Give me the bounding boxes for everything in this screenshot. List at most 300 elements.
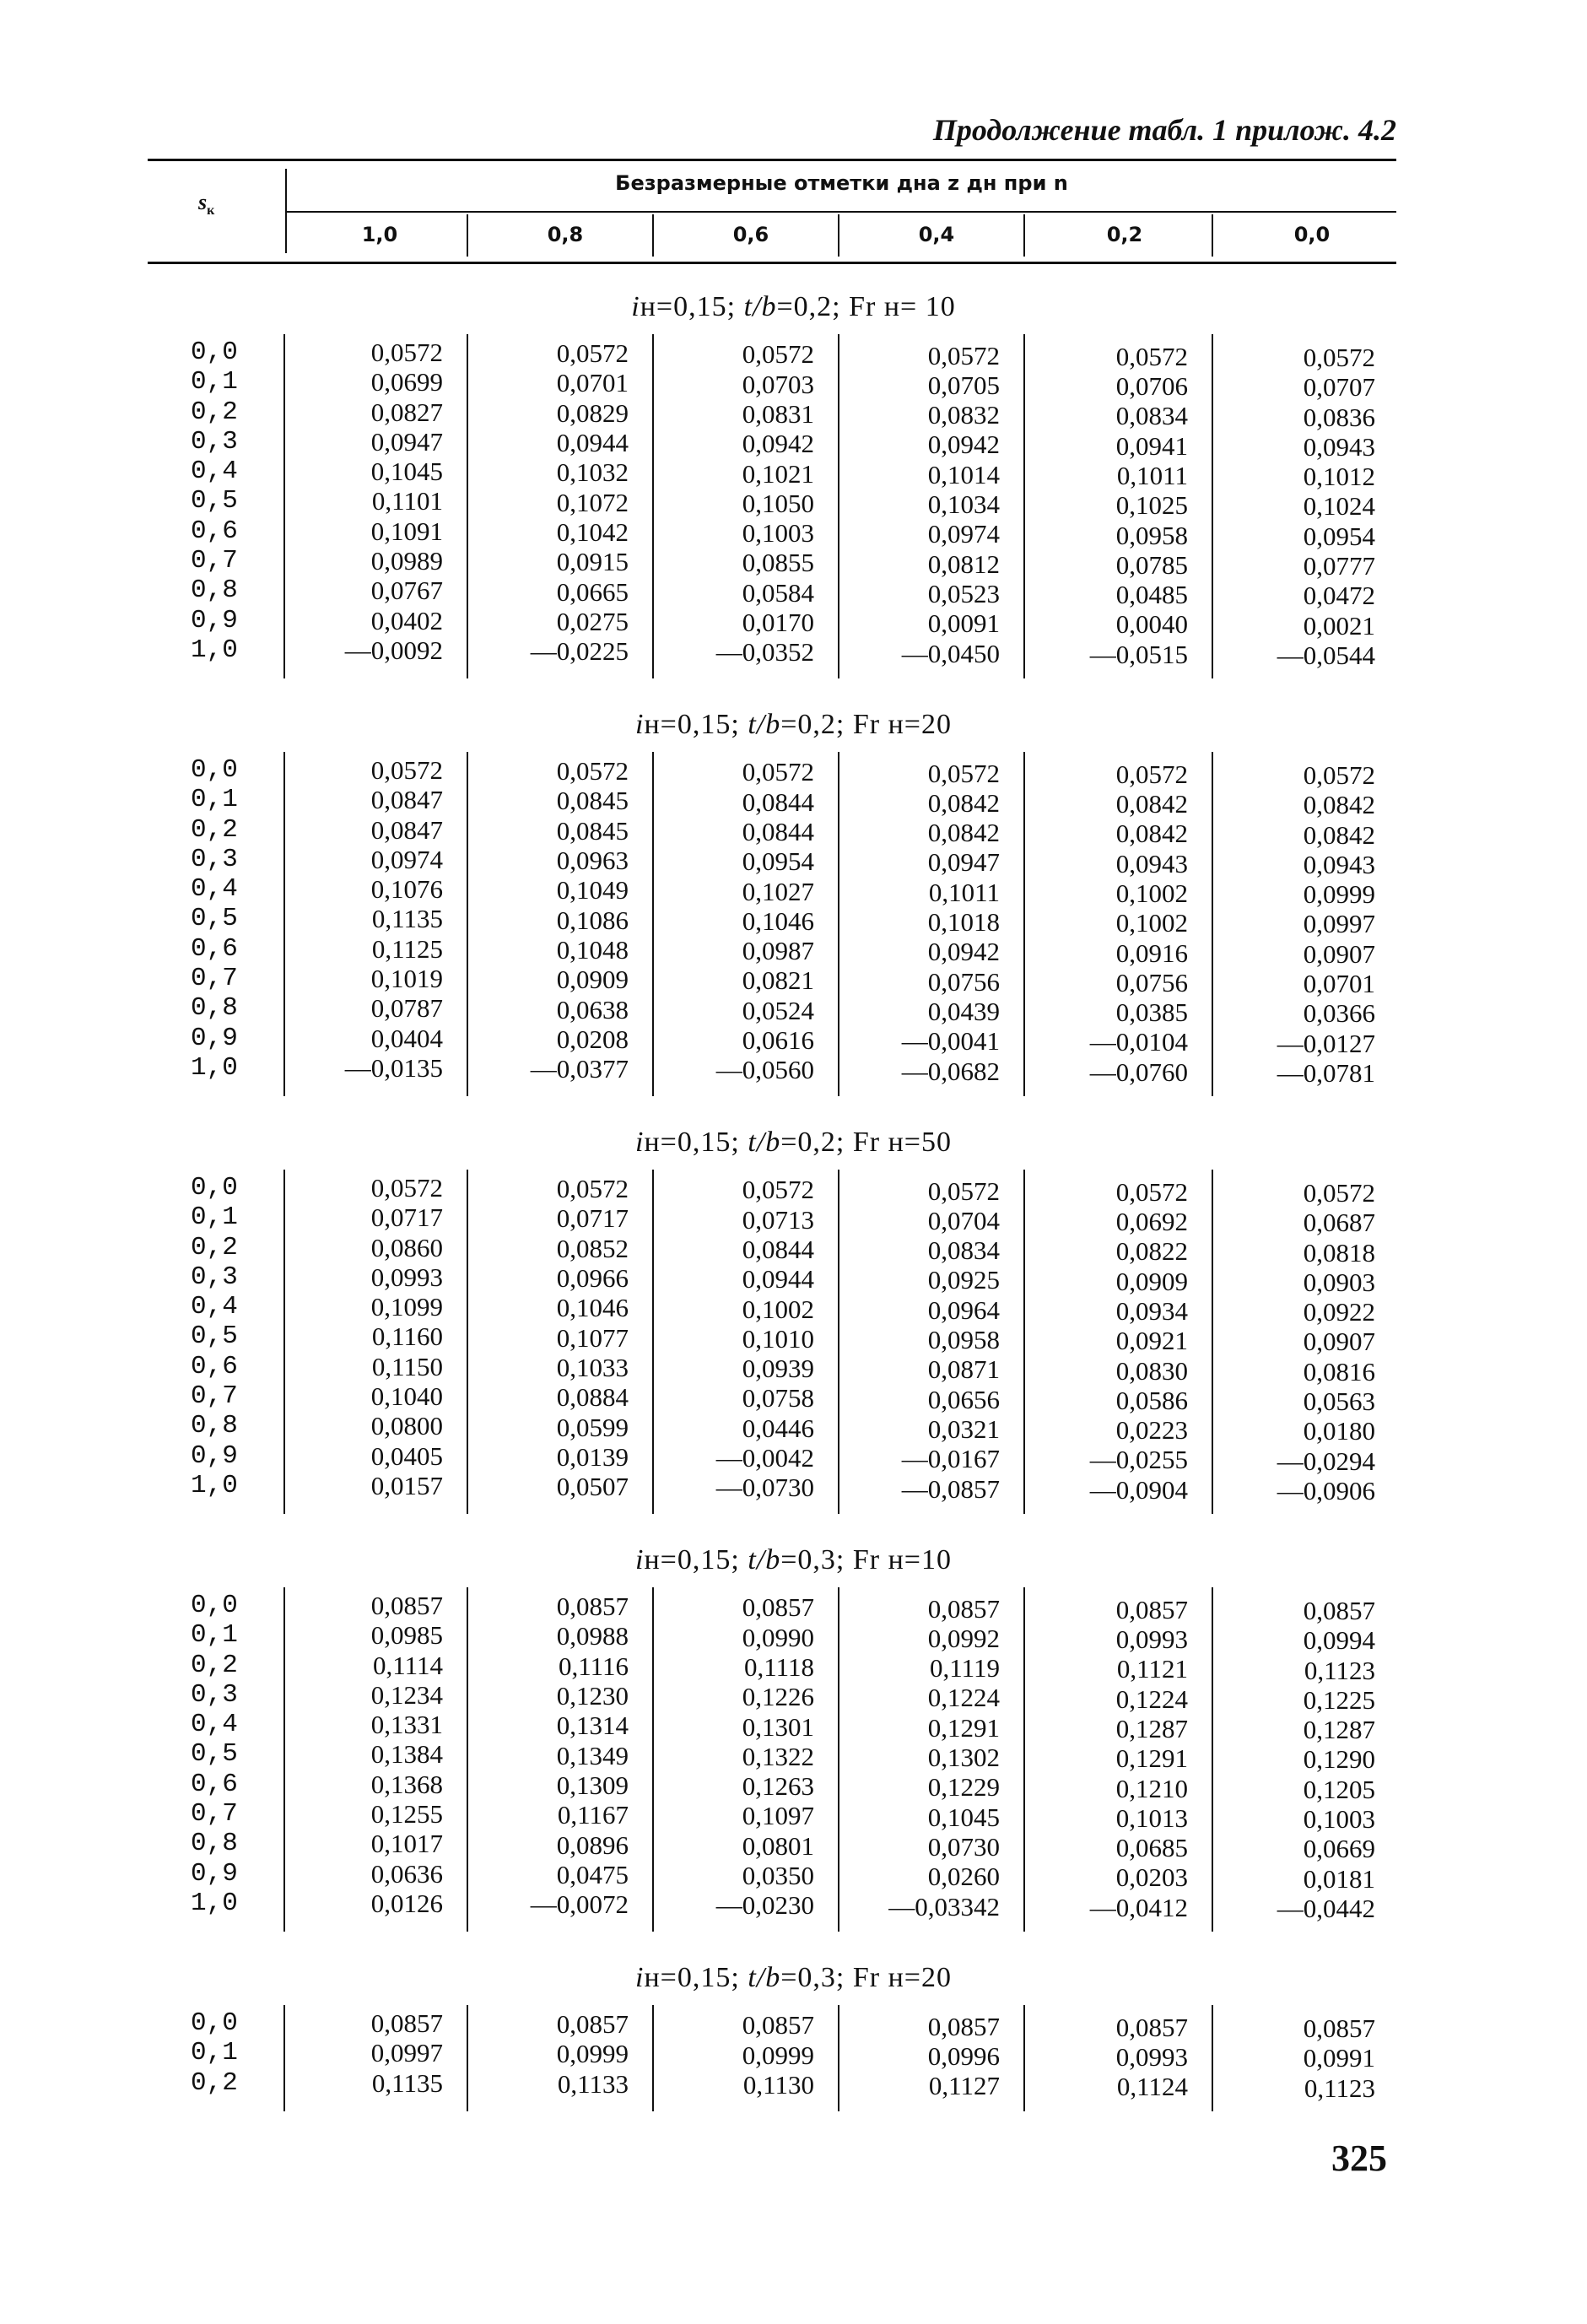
table-cell: 0,0703 <box>742 369 814 399</box>
value-column <box>1053 1595 1188 1922</box>
table-cell: 0,0572 <box>1303 1178 1375 1208</box>
table-cell: 0,1003 <box>742 518 814 549</box>
table-cell: 0,0943 <box>1115 848 1188 878</box>
table-cell: 0,0572 <box>1303 760 1375 790</box>
table-cell: 0,0997 <box>370 2038 443 2068</box>
table-cell: —0,0255 <box>1089 1445 1188 1475</box>
table-cell: 0,0942 <box>742 429 814 459</box>
table-cell: 0,0842 <box>1115 789 1188 819</box>
sk-value: 0,0 <box>191 755 238 785</box>
table-cell: 0,0704 <box>927 1205 1000 1235</box>
header-col-divider <box>467 214 468 257</box>
value-column <box>865 341 1000 668</box>
table-cell: —0,0560 <box>715 1055 814 1085</box>
table-cell: 0,0909 <box>556 965 629 995</box>
sk-value: 0,2 <box>191 397 238 427</box>
table-cell: 0,0915 <box>556 547 629 577</box>
table-cell: —0,0225 <box>530 636 629 667</box>
table-cell: 0,1046 <box>742 905 814 936</box>
sk-value: 0,3 <box>191 1262 238 1292</box>
column-divider <box>1023 1587 1025 1932</box>
table-cell: 0,0988 <box>556 1621 629 1651</box>
table-cell: 0,0993 <box>1115 1624 1188 1655</box>
sk-value: 0,0 <box>191 338 238 367</box>
table-cell: 0,0181 <box>1303 1863 1375 1894</box>
table-cell: 0,0921 <box>1115 1326 1188 1356</box>
table-cell: 0,0943 <box>1303 431 1375 462</box>
table-cell: 0,1045 <box>370 457 443 487</box>
table-cell: 0,1010 <box>742 1323 814 1354</box>
table-cell: 0,1150 <box>371 1351 443 1381</box>
table-cell: 0,1011 <box>1116 460 1188 490</box>
sk-value: 0,9 <box>191 1023 238 1053</box>
table-cell: —0,0760 <box>1089 1057 1188 1087</box>
value-column <box>494 338 629 666</box>
table-cell: 0,1133 <box>557 2068 629 2099</box>
table-cell: 0,0439 <box>927 996 1000 1026</box>
section-title-part: i <box>635 1962 645 1993</box>
table-cell: 0,0699 <box>370 367 443 397</box>
table-cell: 0,0991 <box>1303 2043 1375 2073</box>
table-cell: 0,0999 <box>556 2039 629 2069</box>
table-cell: 0,0091 <box>927 608 1000 639</box>
table-cell: 0,0126 <box>370 1888 443 1918</box>
table-header-title: Безразмерные отметки дна z дн при n <box>615 171 1068 195</box>
value-column <box>494 1174 629 1501</box>
table-cell: 0,1224 <box>1115 1684 1188 1714</box>
sk-value: 0,5 <box>191 904 238 934</box>
column-divider <box>1212 334 1213 678</box>
table-cell: 0,0572 <box>927 340 1000 370</box>
sk-values-column <box>191 1591 250 1918</box>
table-cell: 0,1160 <box>371 1321 443 1352</box>
table-cell: 0,0446 <box>742 1413 814 1443</box>
column-divider <box>838 1587 839 1932</box>
sk-values-column <box>191 2008 250 2098</box>
table-cell: 0,0656 <box>927 1384 1000 1414</box>
table-cell: 0,1331 <box>370 1710 443 1740</box>
section-title-part: i <box>635 1127 645 1158</box>
table-cell: 0,0669 <box>1303 1834 1375 1864</box>
value-column <box>1240 343 1375 670</box>
table-cell: 0,0896 <box>556 1829 629 1860</box>
table-cell: 0,1291 <box>1115 1743 1188 1774</box>
column-divider <box>467 334 468 678</box>
table-cell: 0,0845 <box>556 786 629 816</box>
header-col-label: 0,2 <box>1106 223 1143 246</box>
value-column <box>679 1175 814 1502</box>
sk-value: 0,1 <box>191 1203 238 1233</box>
column-divider <box>283 752 285 1096</box>
value-column <box>679 1592 814 1920</box>
column-divider <box>652 1587 654 1932</box>
sk-value: 0,7 <box>191 1799 238 1829</box>
table-cell: 0,0767 <box>370 576 443 606</box>
table-header-bottom-rule <box>148 262 1396 264</box>
table-cell: 0,0223 <box>1115 1415 1188 1446</box>
table-cell: 0,0871 <box>927 1354 1000 1385</box>
table-cell: 0,0847 <box>370 785 443 815</box>
table-cell: 0,0834 <box>927 1235 1000 1266</box>
table-cell: 0,0275 <box>556 606 629 636</box>
table-cell: 0,0985 <box>370 1620 443 1651</box>
table-cell: —0,0135 <box>344 1052 443 1083</box>
header-col-divider <box>1212 214 1213 257</box>
column-divider <box>1212 2005 1213 2111</box>
column-divider <box>283 334 285 678</box>
sk-value: 0,6 <box>191 1769 238 1799</box>
table-cell: 0,0844 <box>742 786 814 817</box>
column-divider <box>838 1170 839 1514</box>
table-cell: 0,0572 <box>1115 341 1188 371</box>
sk-value: 0,9 <box>191 1440 238 1471</box>
sk-value: 0,8 <box>191 576 238 606</box>
column-divider <box>1023 334 1025 678</box>
table-cell: 0,1021 <box>742 458 814 489</box>
table-cell: —0,0544 <box>1277 640 1375 670</box>
table-cell: —0,0352 <box>715 637 814 667</box>
table-cell: 0,0842 <box>1115 819 1188 849</box>
header-col-label: 1,0 <box>361 223 398 246</box>
table-cell: 0,1255 <box>370 1799 443 1829</box>
column-divider <box>283 1587 285 1932</box>
table-cell: 0,0507 <box>556 1472 629 1502</box>
table-cell: 0,1287 <box>1115 1713 1188 1743</box>
table-cell: 0,0974 <box>927 519 1000 549</box>
table-cell: 0,1050 <box>742 488 814 518</box>
table-header-mid-rule <box>287 211 1396 213</box>
section-title-part: i <box>635 709 645 740</box>
table-cell: 0,0996 <box>927 2040 1000 2071</box>
table-cell: 0,0208 <box>556 1024 629 1054</box>
section-title <box>0 709 1587 741</box>
table-cell: 0,0523 <box>927 578 1000 608</box>
table-cell: 0,1309 <box>556 1770 629 1800</box>
table-cell: —0,0904 <box>1089 1474 1188 1505</box>
table-cell: 0,1125 <box>371 933 443 964</box>
table-cell: 0,0992 <box>927 1623 1000 1653</box>
table-cell: 0,0994 <box>1303 1625 1375 1656</box>
table-cell: 0,0572 <box>1115 1176 1188 1207</box>
table-cell: 0,0842 <box>1303 790 1375 820</box>
table-cell: 0,0974 <box>370 844 443 874</box>
value-column <box>679 757 814 1084</box>
table-cell: 0,0385 <box>1115 997 1188 1028</box>
value-column <box>494 2009 629 2099</box>
value-column <box>308 755 443 1083</box>
table-cell: 0,0692 <box>1115 1207 1188 1237</box>
table-cell: —0,0072 <box>530 1889 629 1920</box>
sk-value: 0,7 <box>191 1381 238 1412</box>
table-cell: 0,1086 <box>556 905 629 935</box>
table-cell: 0,0857 <box>742 2010 814 2040</box>
sk-values-column <box>191 755 250 1083</box>
table-cell: 0,0040 <box>1115 609 1188 640</box>
sk-value: 0,6 <box>191 516 238 546</box>
sk-value: 0,6 <box>191 1351 238 1381</box>
sk-value: 0,1 <box>191 367 238 397</box>
page-number: 325 <box>1331 2138 1387 2179</box>
section-title-part: t/b <box>748 709 781 740</box>
table-cell: 0,1291 <box>927 1712 1000 1743</box>
table-cell: 0,0756 <box>927 966 1000 997</box>
table-cell: 0,0475 <box>556 1859 629 1889</box>
sk-value: 0,7 <box>191 546 238 576</box>
table-cell: 0,0021 <box>1303 610 1375 640</box>
table-cell: 0,1014 <box>927 459 1000 489</box>
table-cell: 0,0758 <box>742 1383 814 1413</box>
table-cell: 0,0821 <box>742 965 814 996</box>
section-title-part: н=0,15; <box>644 1127 748 1158</box>
column-divider <box>283 2005 285 2111</box>
section-title <box>0 1962 1587 1994</box>
sk-value: 0,5 <box>191 1321 238 1352</box>
table-cell: 0,0572 <box>556 756 629 786</box>
table-cell: 0,0993 <box>1115 2042 1188 2073</box>
table-cell: 0,1224 <box>927 1683 1000 1713</box>
sk-value: 0,2 <box>191 2067 238 2098</box>
table-cell: 0,0997 <box>1303 909 1375 939</box>
table-cell: 0,0812 <box>927 549 1000 579</box>
table-cell: 0,1234 <box>370 1679 443 1710</box>
table-cell: 0,1314 <box>556 1711 629 1741</box>
table-cell: 0,1002 <box>1115 878 1188 908</box>
table-cell: 0,1013 <box>1115 1802 1188 1833</box>
table-cell: 0,1130 <box>742 2069 814 2100</box>
table-cell: —0,0167 <box>901 1444 1000 1474</box>
header-col-label: 0,4 <box>918 223 955 246</box>
sk-value: 0,1 <box>191 2038 238 2068</box>
table-cell: —0,03342 <box>888 1891 1000 1921</box>
table-cell: 0,0405 <box>370 1440 443 1471</box>
table-cell: 0,0572 <box>1303 343 1375 372</box>
table-cell: 0,0845 <box>556 815 629 846</box>
value-column <box>679 339 814 667</box>
value-column <box>494 756 629 1084</box>
column-divider <box>652 334 654 678</box>
table-cell: 0,0572 <box>370 338 443 367</box>
table-cell: 0,0572 <box>927 1176 1000 1206</box>
sk-column-header <box>198 190 249 219</box>
table-cell: 0,1003 <box>1303 1804 1375 1835</box>
table-cell: 0,0572 <box>370 1173 443 1203</box>
table-cell: 0,0830 <box>1115 1355 1188 1386</box>
table-cell: 0,0832 <box>927 400 1000 430</box>
table-cell: 0,1114 <box>373 1650 443 1680</box>
table-cell: 0,1124 <box>1116 2072 1188 2102</box>
section-title-part: н=0,15; <box>644 709 748 740</box>
sk-value: 0,4 <box>191 457 238 487</box>
table-cell: 0,1046 <box>556 1293 629 1323</box>
table-cell: 0,0586 <box>1115 1385 1188 1415</box>
table-cell: 0,0947 <box>370 426 443 457</box>
sk-value: 0,0 <box>191 1591 238 1620</box>
table-cell: 0,1099 <box>370 1292 443 1322</box>
table-cell: 0,0572 <box>1115 759 1188 789</box>
table-cell: 0,0366 <box>1303 998 1375 1029</box>
table-cell: 0,0944 <box>556 428 629 458</box>
table-cell: 0,0954 <box>742 846 814 877</box>
sk-value: 0,9 <box>191 1858 238 1889</box>
table-cell: 0,0800 <box>370 1411 443 1441</box>
table-cell: 0,1042 <box>556 516 629 547</box>
column-divider <box>1023 752 1025 1096</box>
table-cell: 0,0941 <box>1115 430 1188 461</box>
table-cell: 0,0857 <box>1303 1596 1375 1625</box>
table-cell: 0,0943 <box>1303 849 1375 879</box>
table-cell: 0,0999 <box>742 2040 814 2070</box>
table-cell: 0,1121 <box>1116 1654 1188 1684</box>
table-cell: 0,0616 <box>742 1025 814 1056</box>
table-cell: 0,0964 <box>927 1294 1000 1325</box>
table-cell: 0,0942 <box>927 430 1000 460</box>
table-cell: 0,0785 <box>1115 549 1188 580</box>
sk-value: 0,9 <box>191 605 238 635</box>
section-title-part: t/b <box>748 1962 781 1993</box>
table-cell: 0,0860 <box>370 1232 443 1262</box>
value-column <box>494 1592 629 1919</box>
value-column <box>865 759 1000 1086</box>
table-cell: 0,0855 <box>742 548 814 578</box>
column-divider <box>838 334 839 678</box>
sk-value: 1,0 <box>191 1470 238 1500</box>
table-cell: 0,0572 <box>370 755 443 785</box>
table-cell: 0,0563 <box>1303 1386 1375 1417</box>
value-column <box>308 1591 443 1918</box>
value-column <box>308 2008 443 2098</box>
table-cell: 0,0801 <box>742 1830 814 1861</box>
table-cell: 0,0707 <box>1303 372 1375 403</box>
table-cell: 0,0857 <box>1115 2012 1188 2042</box>
table-cell: 0,0857 <box>927 1593 1000 1624</box>
table-cell: 0,0717 <box>370 1203 443 1233</box>
table-cell: 0,0934 <box>1115 1295 1188 1326</box>
table-cell: —0,0092 <box>344 635 443 665</box>
table-cell: 0,0857 <box>927 2011 1000 2041</box>
value-column <box>1240 1178 1375 1505</box>
sk-value: 0,3 <box>191 1679 238 1710</box>
table-cell: 0,1101 <box>371 486 443 516</box>
table-cell: 0,0321 <box>927 1413 1000 1444</box>
table-cell: 0,0922 <box>1303 1297 1375 1327</box>
table-cell: 0,1302 <box>927 1743 1000 1773</box>
value-column <box>865 2012 1000 2101</box>
sk-value: 0,4 <box>191 874 238 905</box>
table-cell: 0,1322 <box>742 1741 814 1771</box>
table-cell: 0,0999 <box>1303 879 1375 910</box>
table-cell: 0,0944 <box>742 1264 814 1294</box>
table-cell: 0,1024 <box>1303 491 1375 522</box>
table-cell: 0,0842 <box>927 818 1000 848</box>
table-cell: 0,1077 <box>556 1322 629 1353</box>
value-column <box>1240 1596 1375 1923</box>
table-cell: —0,0442 <box>1277 1893 1375 1923</box>
table-cell: 0,1019 <box>370 964 443 994</box>
header-col-divider <box>1023 214 1025 257</box>
column-divider <box>838 2005 839 2111</box>
table-cell: 0,1167 <box>557 1800 629 1830</box>
sk-value: 1,0 <box>191 1052 238 1083</box>
table-cell: 0,1018 <box>927 907 1000 938</box>
section-title-part: =0,3; Fr н=10 <box>780 1544 952 1575</box>
column-divider <box>1212 752 1213 1096</box>
table-cell: 0,1123 <box>1304 2073 1375 2103</box>
sk-value: 0,1 <box>191 785 238 815</box>
sk-value: 0,2 <box>191 814 238 845</box>
table-cell: 0,0687 <box>1303 1208 1375 1238</box>
table-cell: 0,0572 <box>742 1175 814 1205</box>
table-cell: 0,0404 <box>370 1023 443 1053</box>
table-cell: 0,0572 <box>556 1174 629 1204</box>
table-cell: —0,0104 <box>1089 1027 1188 1057</box>
table-cell: 0,1368 <box>370 1769 443 1799</box>
table-cell: 0,1025 <box>1115 490 1188 521</box>
table-cell: 0,0829 <box>556 397 629 428</box>
sk-values-column <box>191 338 250 665</box>
table-cell: 0,0857 <box>556 2009 629 2040</box>
table-cell: 0,1033 <box>556 1352 629 1382</box>
section-title-part: =0,3; Fr н=20 <box>780 1962 952 1993</box>
table-cell: 0,1118 <box>744 1651 814 1682</box>
table-cell: —0,0682 <box>901 1056 1000 1086</box>
table-cell: 0,0636 <box>370 1858 443 1889</box>
table-cell: 0,0939 <box>742 1354 814 1384</box>
sk-value: 0,2 <box>191 1232 238 1262</box>
column-divider <box>467 1170 468 1514</box>
table-cell: 0,0903 <box>1303 1267 1375 1297</box>
table-cell: —0,0127 <box>1277 1028 1375 1058</box>
table-cell: 0,0836 <box>1303 402 1375 432</box>
table-cell: 0,0756 <box>1115 967 1188 997</box>
table-cell: 0,0958 <box>927 1325 1000 1355</box>
table-cell: 0,1027 <box>742 876 814 906</box>
table-cell: 0,0916 <box>1115 938 1188 968</box>
table-cell: 0,0818 <box>1303 1237 1375 1267</box>
section-title-part: н=0,15; <box>644 1544 748 1575</box>
table-cell: 0,0831 <box>742 398 814 429</box>
table-cell: 0,0701 <box>556 368 629 398</box>
table-cell: 0,0787 <box>370 993 443 1024</box>
table-cell: —0,0042 <box>715 1443 814 1473</box>
header-col-divider <box>652 214 654 257</box>
table-cell: 0,0857 <box>556 1592 629 1622</box>
table-cell: 0,0180 <box>1303 1416 1375 1446</box>
table-cell: —0,0412 <box>1089 1892 1188 1922</box>
table-cell: 0,0730 <box>927 1831 1000 1862</box>
table-cell: 0,0572 <box>927 758 1000 788</box>
table-cell: —0,0294 <box>1277 1446 1375 1476</box>
sk-value: 0,3 <box>191 844 238 874</box>
table-cell: 0,0884 <box>556 1382 629 1413</box>
table-cell: 0,1287 <box>1303 1715 1375 1745</box>
table-cell: 0,1230 <box>556 1681 629 1711</box>
table-cell: 0,0909 <box>1115 1266 1188 1296</box>
sk-value: 0,7 <box>191 964 238 994</box>
value-column <box>1053 1177 1188 1505</box>
table-cell: 0,0844 <box>742 816 814 846</box>
table-cell: 0,1226 <box>742 1682 814 1712</box>
sk-value: 0,1 <box>191 1620 238 1651</box>
value-column <box>865 1594 1000 1921</box>
table-cell: 0,1135 <box>371 904 443 934</box>
table-cell: 0,0847 <box>370 814 443 845</box>
section-title-part: t/b <box>748 1544 781 1575</box>
table-cell: 0,0990 <box>742 1622 814 1652</box>
table-cell: 0,0713 <box>742 1204 814 1235</box>
table-cell: —0,0450 <box>901 638 1000 668</box>
table-cell: 0,0203 <box>1115 1862 1188 1893</box>
table-cell: 0,1017 <box>370 1829 443 1859</box>
